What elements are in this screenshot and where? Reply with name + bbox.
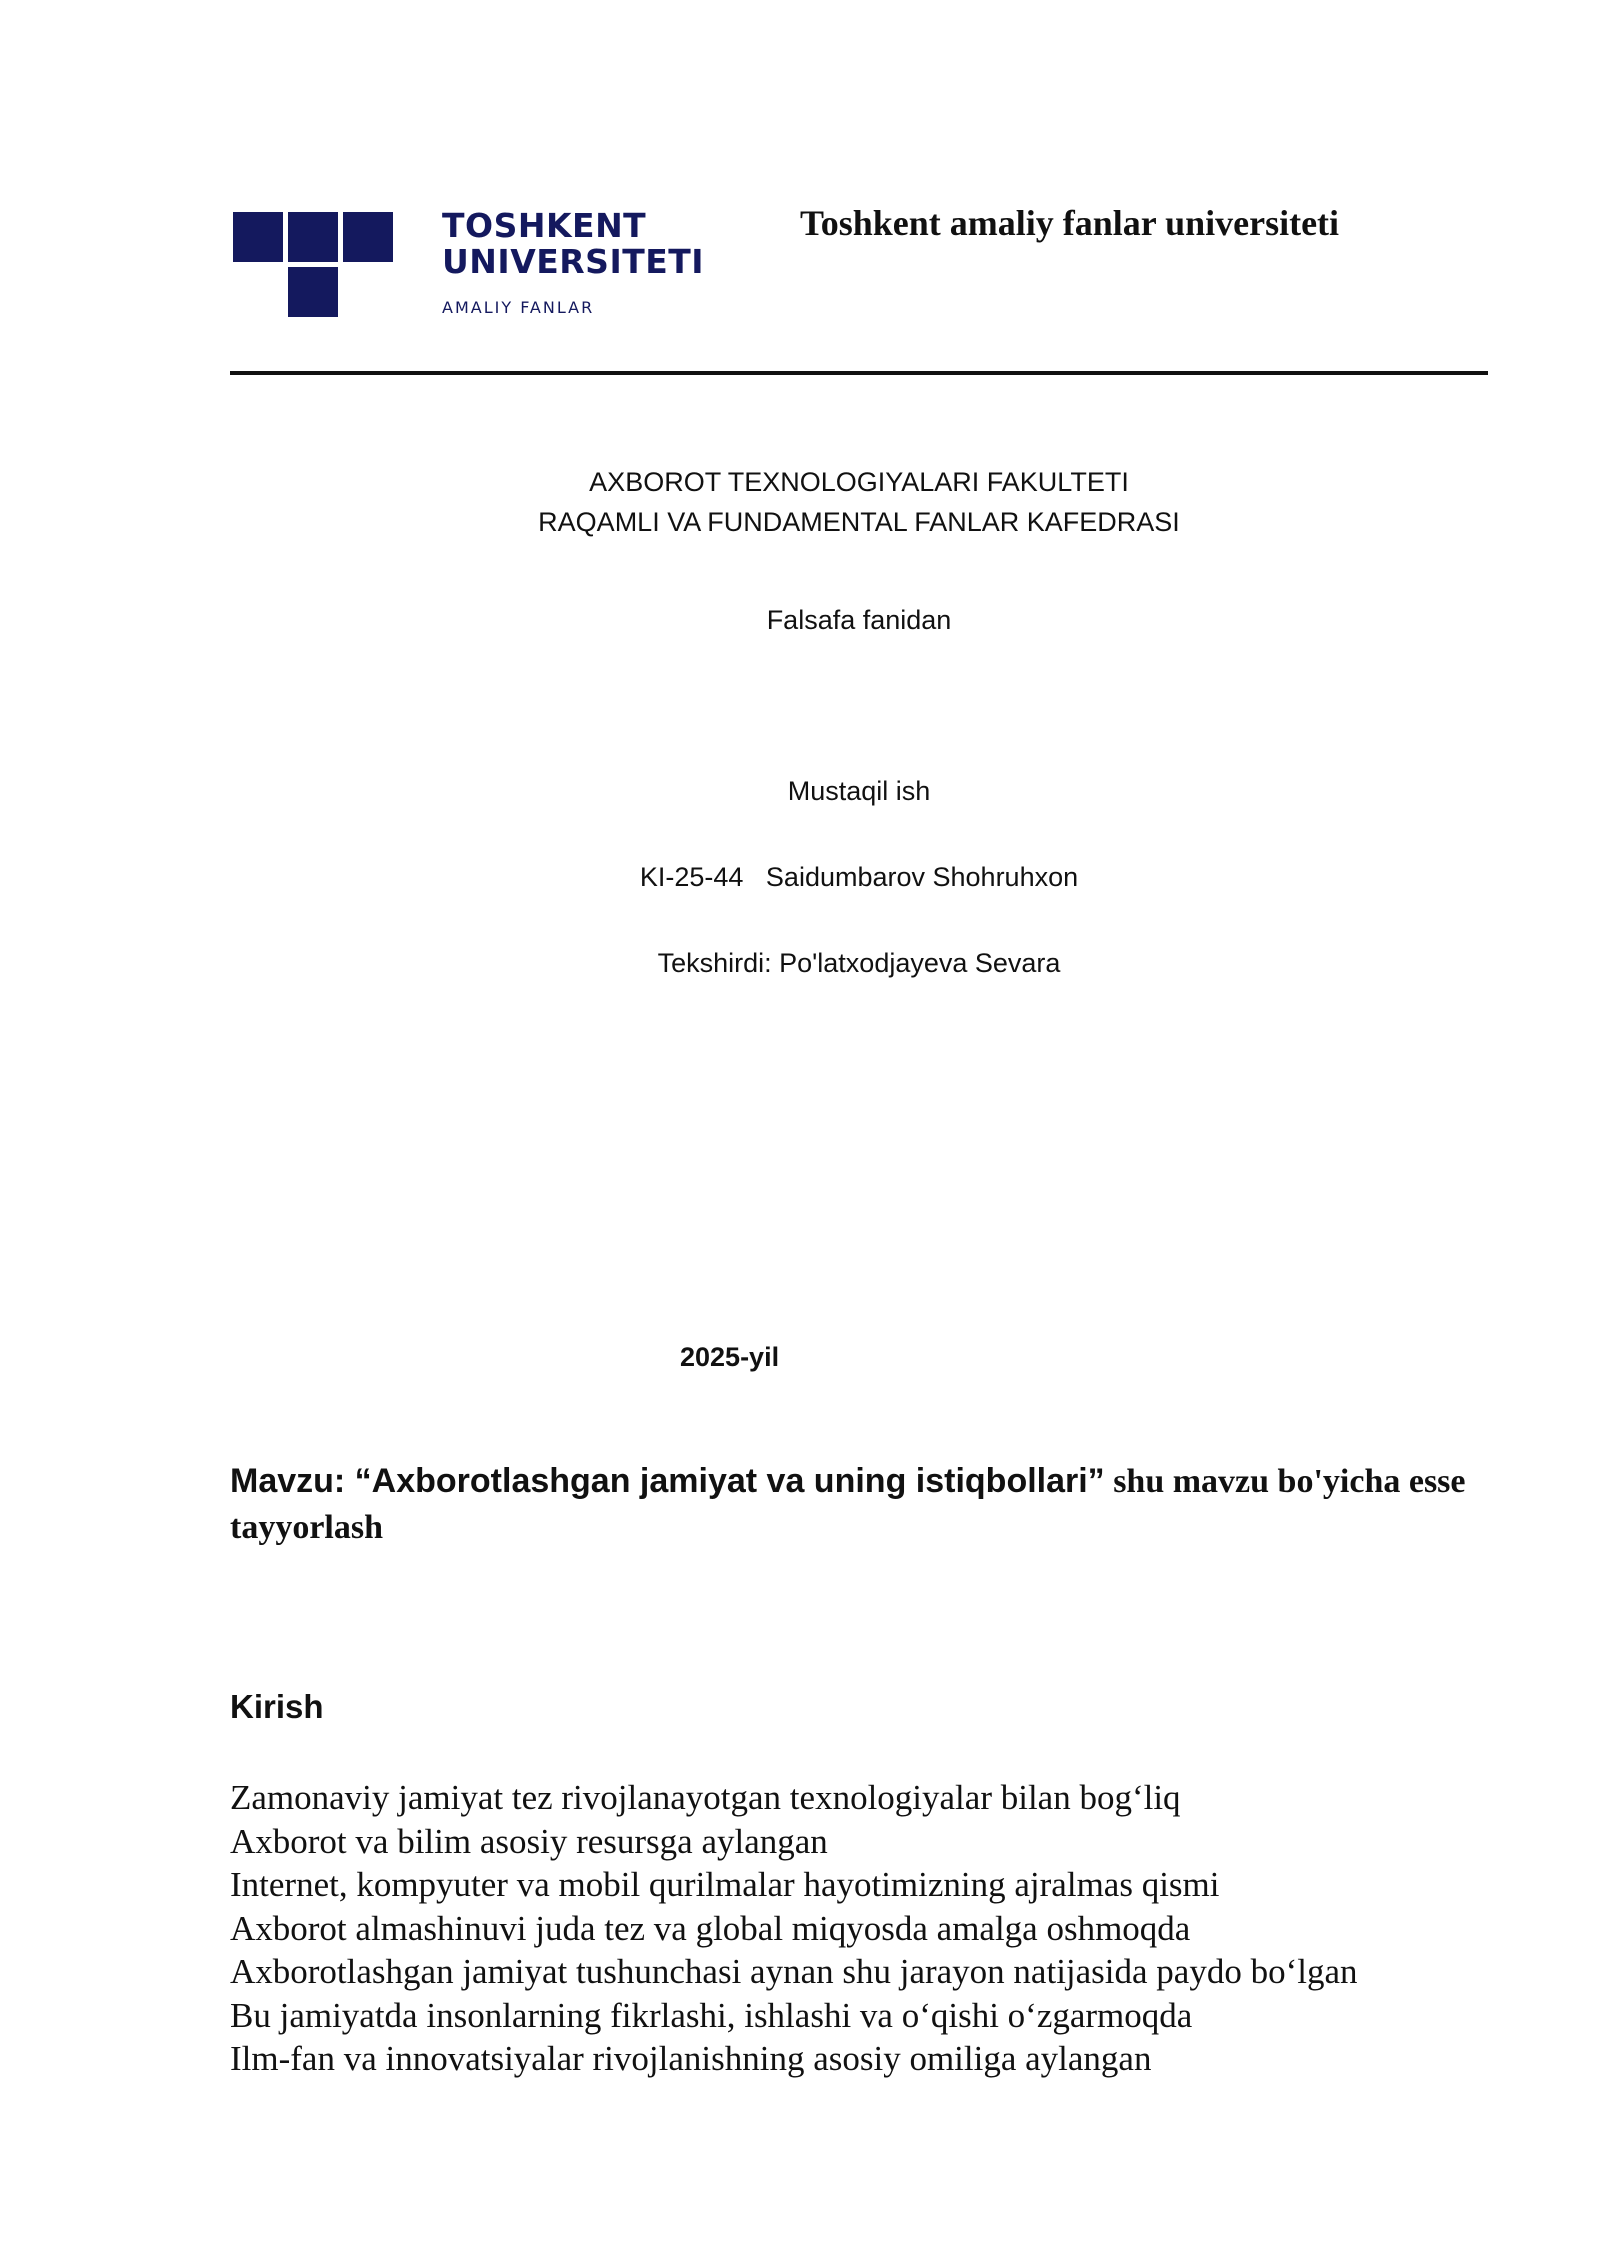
department-name: RAQAMLI VA FUNDAMENTAL FANLAR KAFEDRASI xyxy=(538,507,1180,537)
logo-line-1: TOSHKENT xyxy=(442,206,647,245)
student-info: KI-25-44 Saidumbarov Shohruhxon xyxy=(639,862,1079,892)
intro-heading: Kirish xyxy=(230,1688,324,1725)
subject-name: Falsafa fanidan xyxy=(766,605,952,635)
intro-line: Axborotlashgan jamiyat tushunchasi aynan shu jarayon natijasida paydo bo‘lgan xyxy=(230,1952,1358,1991)
faculty-name: AXBOROT TEXNOLOGIYALARI FAKULTETI xyxy=(589,467,1129,497)
work-type: Mustaqil ish xyxy=(787,776,931,806)
topic-heading xyxy=(230,1458,1500,1551)
university-name: Toshkent amaliy fanlar universiteti xyxy=(800,203,1340,243)
intro-body xyxy=(230,1776,1358,2081)
logo-wordmark xyxy=(442,208,704,318)
intro-line: Axborot almashinuvi juda tez va global miqyosda amalga oshmoqda xyxy=(230,1908,1191,1948)
intro-line: Zamonaviy jamiyat tez rivojlanayotgan texnologiyalar bilan bog‘liq xyxy=(230,1778,1181,1817)
reviewer-info: Tekshirdi: Po'latxodjayeva Sevara xyxy=(657,948,1061,978)
intro-line: Axborot va bilim asosiy resursga aylangan xyxy=(230,1821,828,1861)
intro-line: Bu jamiyatda insonlarning fikrlashi, ishlashi va o‘qishi o‘zgarmoqda xyxy=(230,1995,1193,2035)
header-divider xyxy=(230,371,1488,375)
topic-label: Mavzu: “Axborotlashgan jamiyat va uning istiqbollari” xyxy=(230,1462,1105,1500)
year-label: 2025-yil xyxy=(680,1342,780,1372)
topic-rest: shu mavzu bo'yicha esse tayyorlash xyxy=(230,1463,1466,1546)
intro-line: Ilm-fan va innovatsiyalar rivojlanishning asosiy omiliga aylangan xyxy=(230,2039,1152,2078)
university-logo-icon xyxy=(233,210,393,325)
logo-line-2: UNIVERSITETI xyxy=(442,242,705,281)
intro-line: Internet, kompyuter va mobil qurilmalar hayotimizning ajralmas qismi xyxy=(230,1865,1220,1904)
logo-line-3: AMALIY FANLAR xyxy=(442,298,595,317)
